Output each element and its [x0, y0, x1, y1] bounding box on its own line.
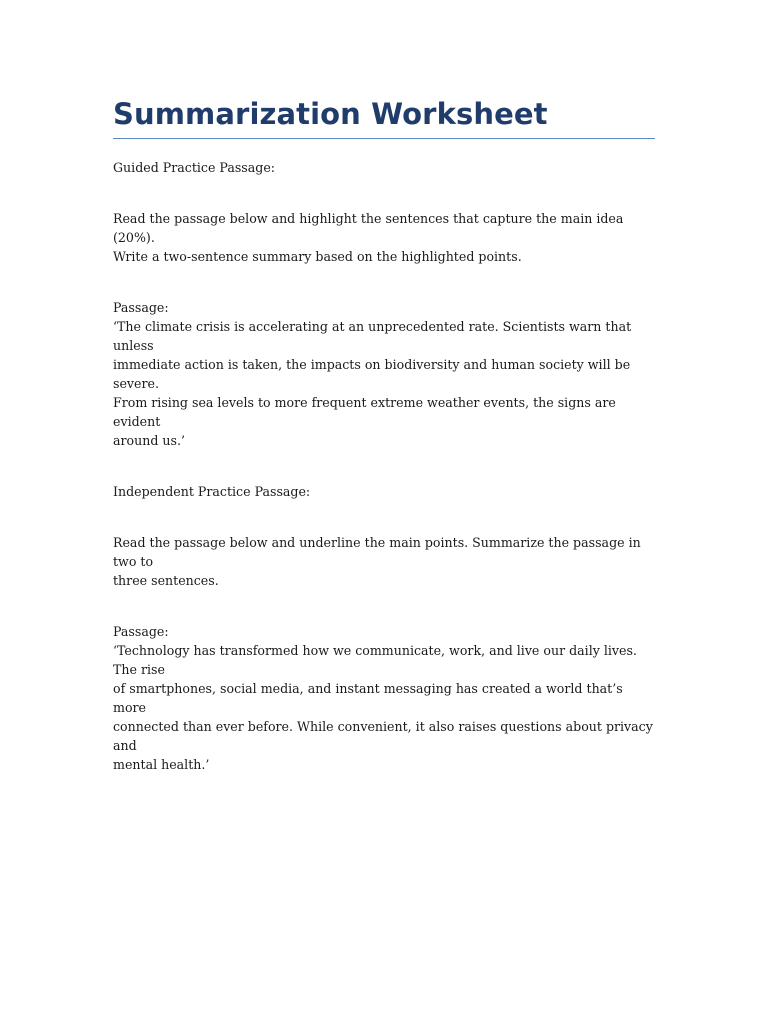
independent-instructions: [113, 533, 655, 590]
independent-passage-line: mental health.’: [113, 757, 210, 772]
guided-passage-line: immediate action is taken, the impacts on biodiversity and human society will be severe.: [113, 357, 631, 391]
independent-passage-line: connected than ever before. While convenient, it also raises questions about privacy and: [113, 719, 653, 753]
independent-practice-heading: Independent Practice Passage:: [113, 484, 311, 499]
guided-passage: [113, 298, 655, 450]
guided-practice-heading: Guided Practice Passage:: [113, 160, 276, 175]
independent-instruction-line: three sentences.: [113, 573, 219, 588]
guided-passage-label: Passage:: [113, 300, 169, 315]
guided-instructions: [113, 209, 655, 266]
guided-instruction-line: Read the passage below and highlight the sentences that capture the main idea (20%).: [113, 211, 624, 245]
document-title: Summarization Worksheet: [113, 94, 655, 139]
guided-passage-line: around us.’: [113, 433, 185, 448]
independent-passage-line: of smartphones, social media, and instant messaging has created a world that’s more: [113, 681, 623, 715]
independent-passage: [113, 622, 655, 774]
independent-passage-line: ‘Technology has transformed how we communicate, work, and live our daily lives. The rise: [113, 643, 637, 677]
independent-passage-label: Passage:: [113, 624, 169, 639]
guided-passage-line: From rising sea levels to more frequent extreme weather events, the signs are evident: [113, 395, 616, 429]
guided-instruction-line: Write a two-sentence summary based on the highlighted points.: [113, 249, 522, 264]
guided-passage-line: ‘The climate crisis is accelerating at an unprecedented rate. Scientists warn that unless: [113, 319, 632, 353]
document-body: [113, 94, 655, 774]
independent-instruction-line: Read the passage below and underline the main points. Summarize the passage in two to: [113, 535, 641, 569]
